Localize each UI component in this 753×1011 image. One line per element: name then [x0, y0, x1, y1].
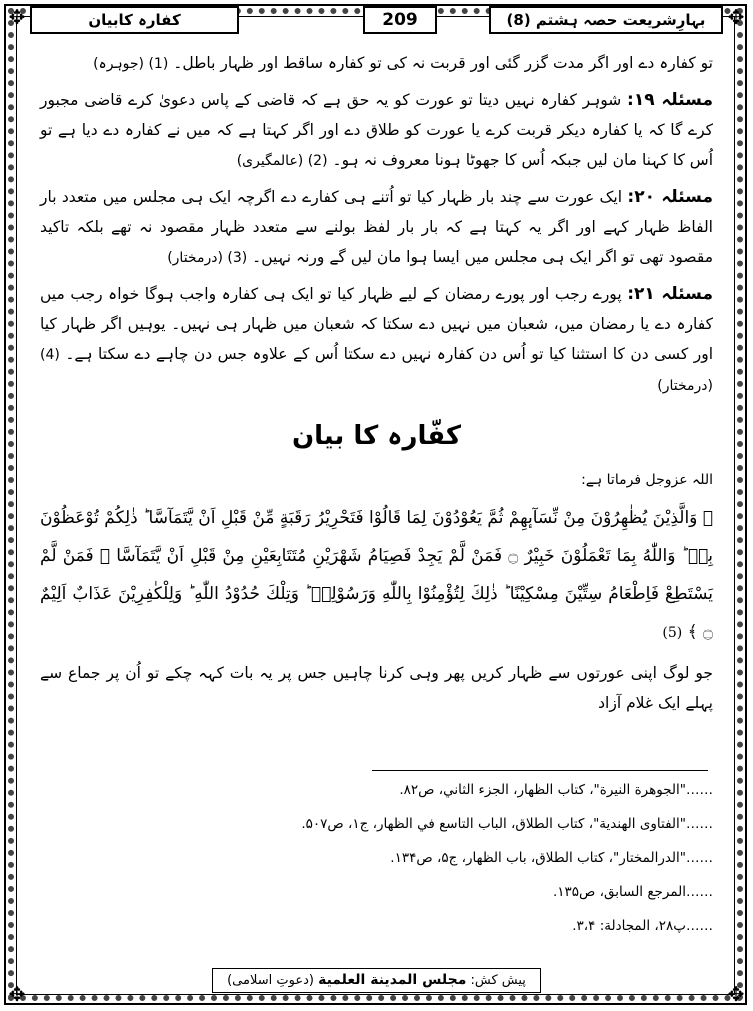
- reference: (2) (عالمگیری): [236, 153, 328, 169]
- page-number: 209: [363, 6, 437, 34]
- page-header: [30, 6, 723, 34]
- reference: (4) (درمختار): [40, 347, 713, 394]
- masala-19: [40, 85, 713, 176]
- publisher-label: پیش کش:: [470, 973, 526, 988]
- footnote: ……پ۲۸، المجادلة: ۳،۴.: [572, 918, 713, 934]
- paragraph-text: ایک عورت سے چند بار ظہار کیا تو اُتنے ہی کفارے دے اگرچہ ایک ہی مجلس میں متعدد بار الفاظ ظہار کہے اور اگر یہ کہتا ہے کہ بار بار لفظ بولنے سے متعدد ظہار مقصود نہ تھے بلکہ تاکید مقصود تھی تو اگر ایک ہی مجلس میں ایسا ہوا مان لیں گے ورنہ نہیں۔: [40, 188, 713, 266]
- footnote: ……"الجوهرة النيرة"، كتاب الظهار، الجزء الثاني، ص۸۲.: [399, 782, 713, 798]
- corner-ornament-icon: ✥: [8, 5, 26, 29]
- book-title: بہارِشریعت حصہ ہشتم (8): [489, 6, 723, 34]
- paragraph-text: شوہر کفارہ نہیں دیتا تو عورت کو یہ حق ہے کہ قاضی کے پاس دعویٰ کرے قاضی مجبور کرے گا کہ یا کفارہ دیکر قربت کرے یا عورت کو طلاق دے اور اگر کہتا ہے کہ میں نے کفارہ دے دیا ہے تو اُس کا کہنا مان لیں جبکہ اُس کا جھوٹا ہونا معروف نہ ہو۔: [40, 91, 713, 169]
- corner-ornament-icon: ✥: [727, 982, 745, 1006]
- paragraph-text: تو کفارہ دے اور اگر مدت گزر گئی اور قربت نہ کی تو کفارہ ساقط اور ظہار باطل۔: [173, 54, 713, 72]
- footnote: ……"الفتاوى الهندية"، كتاب الطلاق، الباب التاسع في الظهار، ج۱، ص۵۰۷.: [301, 816, 713, 832]
- paragraph: [40, 48, 713, 79]
- reference: (3) (درمختار): [167, 250, 248, 266]
- publisher-box: [212, 968, 541, 993]
- paragraph-text: جو لوگ اپنی عورتوں سے ظہار کریں پھر وہی کرنا چاہیں جس پر یہ بات کہہ چکے تو اُن پر جماع سے پہلے ایک غلام آزاد: [40, 664, 713, 712]
- masala-21: [40, 279, 713, 401]
- masala-label: مسئلہ ۱۹:: [627, 90, 713, 110]
- reference: (1) (جوہرہ): [93, 56, 169, 72]
- masala-20: [40, 182, 713, 273]
- footnote: ……"الدرالمختار"، كتاب الطلاق، باب الظهار، ج۵، ص۱۳۴.: [390, 850, 713, 866]
- quran-verse: [40, 499, 713, 652]
- verse-text: ﴿ وَالَّذِیْنَ یُظٰهِرُوْنَ مِنْ نِّسَآىٕهِمْ ثُمَّ یَعُوْدُوْنَ لِمَا قَالُوْا فَتَحْرِیْرُ رَقَبَةٍ مِّنْ قَبْلِ اَنْ یَّتَمَآسَّا ؕ ذٰلِكُمْ تُوْعَظُوْنَ بِهٖ ؕ وَاللّٰهُ بِمَا تَعْمَلُوْنَ خَبِیْرٌ ۝ فَمَنْ لَّمْ یَجِدْ فَصِیَامُ شَهْرَیْنِ مُتَتَابِعَیْنِ مِنْ قَبْلِ اَنْ یَّتَمَآسَّا ۚ فَمَنْ لَّمْ یَسْتَطِعْ فَاِطْعَامُ سِتِّیْنَ مِسْكِیْنًا ؕ ذٰلِكَ لِتُؤْمِنُوْا بِاللّٰهِ وَرَسُوْلِهٖ ؕ وَتِلْكَ حُدُوْدُ اللّٰهِ ؕ وَلِلْكٰفِرِیْنَ عَذَابٌ اَلِیْمٌ ۝ ﴾: [40, 508, 713, 642]
- page-footer: [0, 968, 753, 993]
- paragraph-text: پورے رجب اور پورے رمضان کے لیے ظہار کیا تو ایک ہی کفارہ واجب ہوگا خواہ رجب میں کفارہ دے یا رمضان میں، شعبان میں نہیں دے سکتا کہ شعبان میں ظہار ہی نہیں۔ یوہیں اگر ظہار کیا اور کسی دن کا استثنا کیا تو اُس دن کفارہ نہیں دے سکتا اُس کے علاوہ جس دن چاہے دے سکتا ہے۔: [40, 285, 713, 363]
- corner-ornament-icon: ✥: [8, 982, 26, 1006]
- corner-ornament-icon: ✥: [727, 5, 745, 29]
- verse-reference: (5): [662, 625, 683, 641]
- main-text: [40, 48, 713, 718]
- footnote-divider: [372, 770, 708, 771]
- publisher-name: مجلس المدينة العلمية: [318, 972, 467, 988]
- masala-label: مسئلہ ۲۱:: [627, 284, 713, 304]
- section-title: کفّارہ کا بیان: [291, 421, 462, 451]
- chapter-title: کفارہ کابیان: [30, 6, 239, 34]
- section-intro: اللہ عزوجل فرماتا ہے:: [581, 472, 713, 488]
- publisher-sub: (دعوتِ اسلامی): [227, 973, 314, 988]
- footnotes: [260, 780, 713, 950]
- masala-label: مسئلہ ۲۰:: [627, 187, 713, 207]
- footnote: ……المرجع السابق، ص۱۳۵.: [552, 884, 713, 900]
